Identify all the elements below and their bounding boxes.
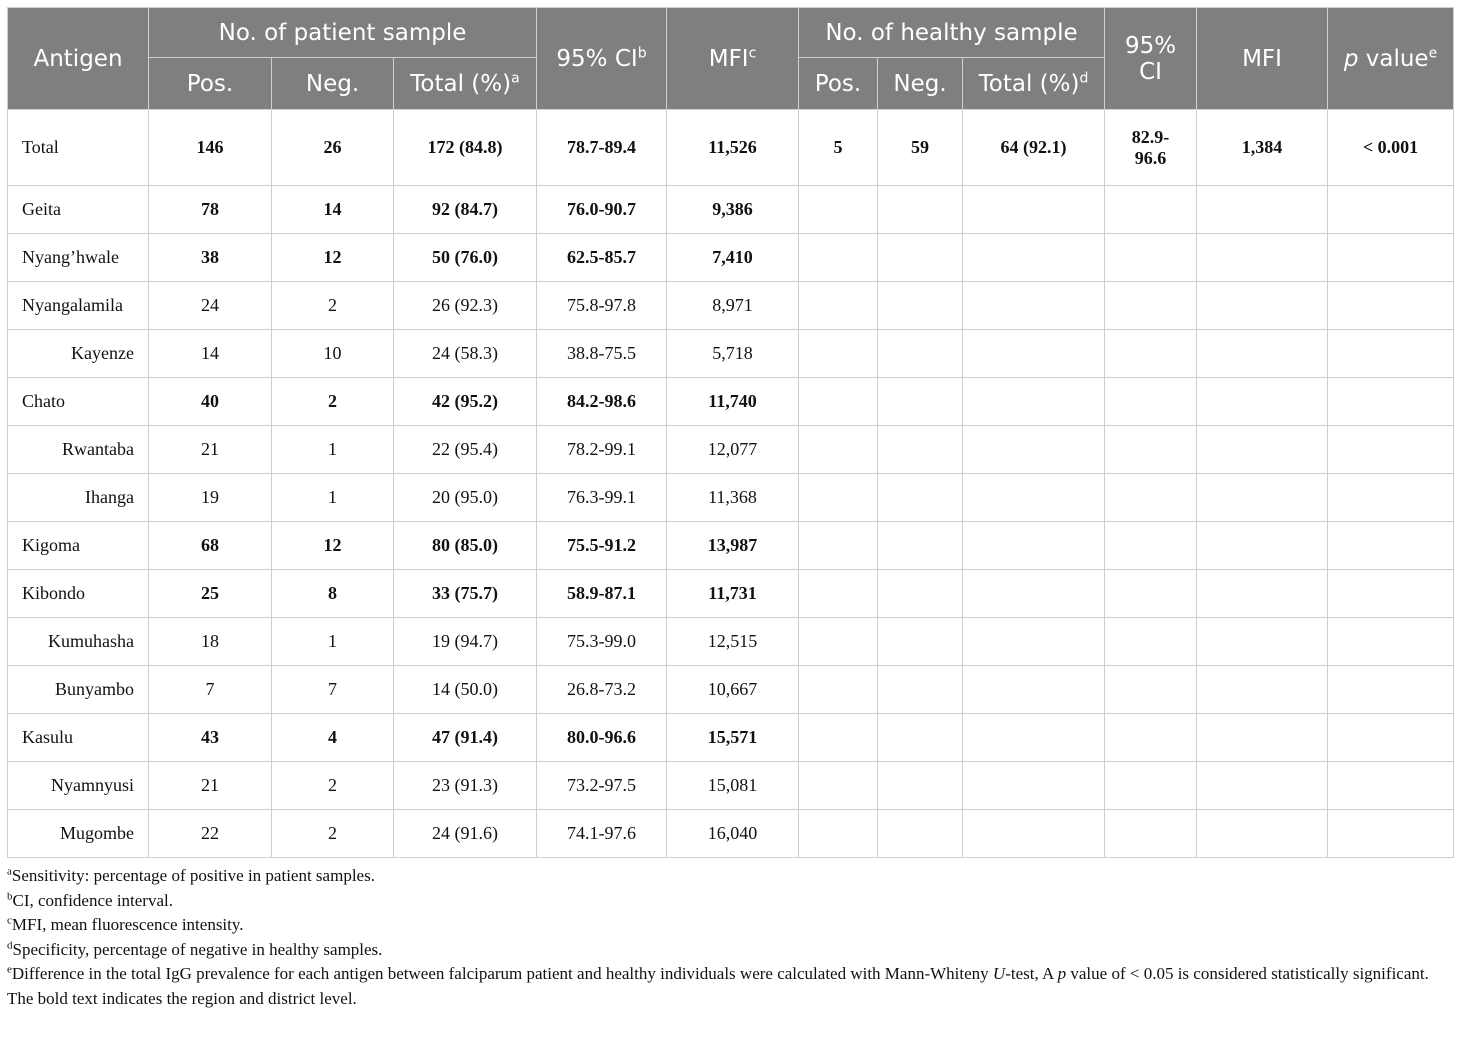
cell-neg: 1 [272, 618, 394, 666]
cell-pos: 22 [149, 810, 272, 858]
cell-pos: 68 [149, 522, 272, 570]
header-ci95-healthy: 95% CI [1105, 8, 1197, 110]
cell-pos: 21 [149, 426, 272, 474]
cell-ci: 75.5-91.2 [537, 522, 667, 570]
table-row [8, 234, 1454, 282]
table-row [8, 762, 1454, 810]
cell-total: 92 (84.7) [394, 186, 537, 234]
cell-empty [963, 762, 1105, 810]
row-name: Rwantaba [8, 426, 149, 474]
cell-empty [1328, 378, 1454, 426]
cell-empty [878, 234, 963, 282]
cell-mfi: 10,667 [667, 666, 799, 714]
footnote-a: $^a$Sensitivity: percentage of positive in patient samples. [7, 865, 375, 885]
cell-pos: 25 [149, 570, 272, 618]
cell-neg: 4 [272, 714, 394, 762]
cell-neg: 10 [272, 330, 394, 378]
cell-empty [878, 522, 963, 570]
cell-empty [963, 186, 1105, 234]
cell-empty [799, 426, 878, 474]
cell-empty [1328, 474, 1454, 522]
cell-empty [799, 714, 878, 762]
cell-empty [1105, 234, 1197, 282]
cell-neg: 2 [272, 762, 394, 810]
table-row [8, 474, 1454, 522]
cell-empty [1328, 714, 1454, 762]
cell-total: 22 (95.4) [394, 426, 537, 474]
cell-empty [1105, 570, 1197, 618]
cell-empty [1105, 714, 1197, 762]
cell-empty [878, 426, 963, 474]
cell-empty [1328, 810, 1454, 858]
row-name: Kigoma [8, 522, 149, 570]
header-healthy-neg: Neg. [878, 58, 963, 110]
row-name: Nyamnyusi [8, 762, 149, 810]
header-patient-neg: Neg. [272, 58, 394, 110]
header-patient-total: Total (%)$^a$ [394, 58, 537, 110]
cell-empty [1105, 522, 1197, 570]
header-healthy-pos: Pos. [799, 58, 878, 110]
cell-empty [878, 714, 963, 762]
cell-ci: 78.7-89.4 [537, 110, 667, 186]
cell-empty [1197, 762, 1328, 810]
results-table [7, 7, 1454, 858]
cell-empty [1328, 186, 1454, 234]
cell-mfi: 12,515 [667, 618, 799, 666]
cell-mfi: 11,740 [667, 378, 799, 426]
cell-total: 19 (94.7) [394, 618, 537, 666]
cell-total: 20 (95.0) [394, 474, 537, 522]
header-healthy-group: No. of healthy sample [799, 8, 1105, 58]
cell-empty [963, 570, 1105, 618]
cell-empty [1197, 282, 1328, 330]
cell-empty [799, 282, 878, 330]
cell-ci: 75.3-99.0 [537, 618, 667, 666]
cell-empty [1105, 378, 1197, 426]
cell-empty [963, 810, 1105, 858]
cell-ci: 26.8-73.2 [537, 666, 667, 714]
cell-empty [799, 666, 878, 714]
cell-empty [1197, 186, 1328, 234]
cell-ci: 38.8-75.5 [537, 330, 667, 378]
row-name: Nyangalamila [8, 282, 149, 330]
cell-total: 50 (76.0) [394, 234, 537, 282]
cell-ci: 62.5-85.7 [537, 234, 667, 282]
cell-pos: 24 [149, 282, 272, 330]
cell-empty [1105, 666, 1197, 714]
footnotes [7, 864, 1453, 1011]
cell-empty [878, 186, 963, 234]
table-row [8, 618, 1454, 666]
cell-empty [878, 474, 963, 522]
cell-empty [878, 330, 963, 378]
cell-empty [963, 474, 1105, 522]
cell-total: 24 (91.6) [394, 810, 537, 858]
footnote-c: $^c$MFI, mean fluorescence intensity. [7, 914, 244, 934]
cell-pos: 38 [149, 234, 272, 282]
header-mfi-healthy: MFI [1197, 8, 1328, 110]
row-name: Mugombe [8, 810, 149, 858]
cell-empty [1105, 330, 1197, 378]
table-row-total [8, 110, 1454, 186]
cell-empty [1197, 426, 1328, 474]
header-antigen: Antigen [8, 8, 149, 110]
cell-neg: 12 [272, 234, 394, 282]
cell-empty [1105, 810, 1197, 858]
cell-neg: 14 [272, 186, 394, 234]
cell-empty [1197, 330, 1328, 378]
cell-total: 47 (91.4) [394, 714, 537, 762]
cell-neg: 1 [272, 474, 394, 522]
cell-mfi: 12,077 [667, 426, 799, 474]
header-healthy-total: Total (%)$^d$ [963, 58, 1105, 110]
table-row [8, 570, 1454, 618]
cell-ci: 74.1-97.6 [537, 810, 667, 858]
cell-empty [1328, 618, 1454, 666]
cell-neg: 2 [272, 810, 394, 858]
table-row [8, 330, 1454, 378]
footnote-d: $^d$Specificity, percentage of negative in healthy samples. [7, 938, 383, 959]
cell-empty [1197, 474, 1328, 522]
footnote-e: $^e$Difference in the total IgG prevalence for each antigen between falciparum patient and healthy individuals were calculated with Mann-Whiteny U-test, A p value of < 0.05 is considered statistically significant. [7, 963, 1429, 983]
cell-mfi: 8,971 [667, 282, 799, 330]
cell-empty [799, 186, 878, 234]
cell-empty [799, 234, 878, 282]
cell-mfi: 7,410 [667, 234, 799, 282]
cell-empty [1197, 618, 1328, 666]
table-row [8, 810, 1454, 858]
cell-ci: 80.0-96.6 [537, 714, 667, 762]
cell-empty [878, 666, 963, 714]
cell-pvalue: < 0.001 [1328, 110, 1454, 186]
cell-empty [963, 666, 1105, 714]
row-name: Kayenze [8, 330, 149, 378]
cell-empty [799, 330, 878, 378]
row-name: Bunyambo [8, 666, 149, 714]
cell-empty [963, 234, 1105, 282]
cell-ci: 75.8-97.8 [537, 282, 667, 330]
row-name: Chato [8, 378, 149, 426]
cell-mfi: 11,368 [667, 474, 799, 522]
cell-empty [963, 618, 1105, 666]
footnote-bold-note: The bold text indicates the region and district level. [7, 988, 357, 1008]
cell-empty [878, 618, 963, 666]
cell-pos: 7 [149, 666, 272, 714]
table-container [7, 7, 1453, 1011]
cell-empty [799, 522, 878, 570]
cell-empty [878, 378, 963, 426]
cell-pos: 146 [149, 110, 272, 186]
cell-empty [1197, 378, 1328, 426]
cell-empty [799, 618, 878, 666]
header-patient-group: No. of patient sample [149, 8, 537, 58]
cell-total: 33 (75.7) [394, 570, 537, 618]
cell-empty [963, 282, 1105, 330]
cell-mfi: 11,526 [667, 110, 799, 186]
cell-healthy-ci: 82.9- 96.6 [1105, 110, 1197, 186]
footnote-b: $^b$CI, confidence interval. [7, 889, 173, 910]
cell-empty [1197, 570, 1328, 618]
cell-empty [1328, 762, 1454, 810]
cell-empty [1197, 522, 1328, 570]
cell-mfi: 15,571 [667, 714, 799, 762]
cell-empty [1105, 282, 1197, 330]
cell-empty [1328, 426, 1454, 474]
cell-empty [1328, 570, 1454, 618]
cell-neg: 2 [272, 378, 394, 426]
table-row [8, 666, 1454, 714]
cell-empty [878, 762, 963, 810]
table-row [8, 186, 1454, 234]
cell-healthy-total: 64 (92.1) [963, 110, 1105, 186]
cell-empty [799, 762, 878, 810]
cell-empty [799, 570, 878, 618]
cell-empty [1105, 426, 1197, 474]
cell-neg: 26 [272, 110, 394, 186]
cell-empty [1328, 666, 1454, 714]
cell-pos: 14 [149, 330, 272, 378]
cell-empty [1105, 762, 1197, 810]
cell-neg: 12 [272, 522, 394, 570]
cell-ci: 76.3-99.1 [537, 474, 667, 522]
cell-empty [878, 570, 963, 618]
cell-ci: 73.2-97.5 [537, 762, 667, 810]
cell-empty [963, 426, 1105, 474]
cell-empty [1197, 666, 1328, 714]
cell-total: 26 (92.3) [394, 282, 537, 330]
table-row [8, 282, 1454, 330]
cell-ci: 76.0-90.7 [537, 186, 667, 234]
row-name: Total [8, 110, 149, 186]
cell-mfi: 16,040 [667, 810, 799, 858]
row-name: Kibondo [8, 570, 149, 618]
row-name: Kumuhasha [8, 618, 149, 666]
cell-empty [1105, 618, 1197, 666]
cell-total: 80 (85.0) [394, 522, 537, 570]
cell-total: 14 (50.0) [394, 666, 537, 714]
cell-empty [963, 522, 1105, 570]
cell-mfi: 9,386 [667, 186, 799, 234]
cell-ci: 58.9-87.1 [537, 570, 667, 618]
cell-empty [1105, 474, 1197, 522]
cell-healthy-pos: 5 [799, 110, 878, 186]
row-name: Kasulu [8, 714, 149, 762]
cell-mfi: 13,987 [667, 522, 799, 570]
cell-empty [1105, 186, 1197, 234]
row-name: Geita [8, 186, 149, 234]
cell-pos: 18 [149, 618, 272, 666]
header-ci95: 95% $CI^b$ [537, 8, 667, 110]
table-row [8, 426, 1454, 474]
cell-neg: 2 [272, 282, 394, 330]
cell-total: 42 (95.2) [394, 378, 537, 426]
cell-empty [1328, 234, 1454, 282]
cell-ci: 78.2-99.1 [537, 426, 667, 474]
table-row [8, 522, 1454, 570]
cell-empty [963, 330, 1105, 378]
cell-total: 172 (84.8) [394, 110, 537, 186]
cell-pos: 40 [149, 378, 272, 426]
row-name: Nyang’hwale [8, 234, 149, 282]
cell-empty [1328, 282, 1454, 330]
cell-mfi: 15,081 [667, 762, 799, 810]
cell-total: 24 (58.3) [394, 330, 537, 378]
cell-empty [1328, 330, 1454, 378]
cell-empty [799, 810, 878, 858]
cell-mfi: 11,731 [667, 570, 799, 618]
cell-pos: 21 [149, 762, 272, 810]
cell-empty [1197, 714, 1328, 762]
cell-healthy-mfi: 1,384 [1197, 110, 1328, 186]
cell-empty [799, 474, 878, 522]
table-row [8, 714, 1454, 762]
cell-pos: 43 [149, 714, 272, 762]
cell-pos: 19 [149, 474, 272, 522]
cell-pos: 78 [149, 186, 272, 234]
cell-empty [1197, 234, 1328, 282]
header-patient-pos: Pos. [149, 58, 272, 110]
cell-empty [1197, 810, 1328, 858]
row-name: Ihanga [8, 474, 149, 522]
cell-mfi: 5,718 [667, 330, 799, 378]
header-mfi: MFI$^c$ [667, 8, 799, 110]
cell-empty [963, 378, 1105, 426]
cell-healthy-neg: 59 [878, 110, 963, 186]
cell-empty [878, 282, 963, 330]
cell-empty [963, 714, 1105, 762]
cell-total: 23 (91.3) [394, 762, 537, 810]
table-row [8, 378, 1454, 426]
cell-neg: 1 [272, 426, 394, 474]
header-pvalue: p value$^e$ [1328, 8, 1454, 110]
cell-empty [799, 378, 878, 426]
cell-ci: 84.2-98.6 [537, 378, 667, 426]
cell-neg: 7 [272, 666, 394, 714]
cell-empty [1328, 522, 1454, 570]
cell-neg: 8 [272, 570, 394, 618]
cell-empty [878, 810, 963, 858]
